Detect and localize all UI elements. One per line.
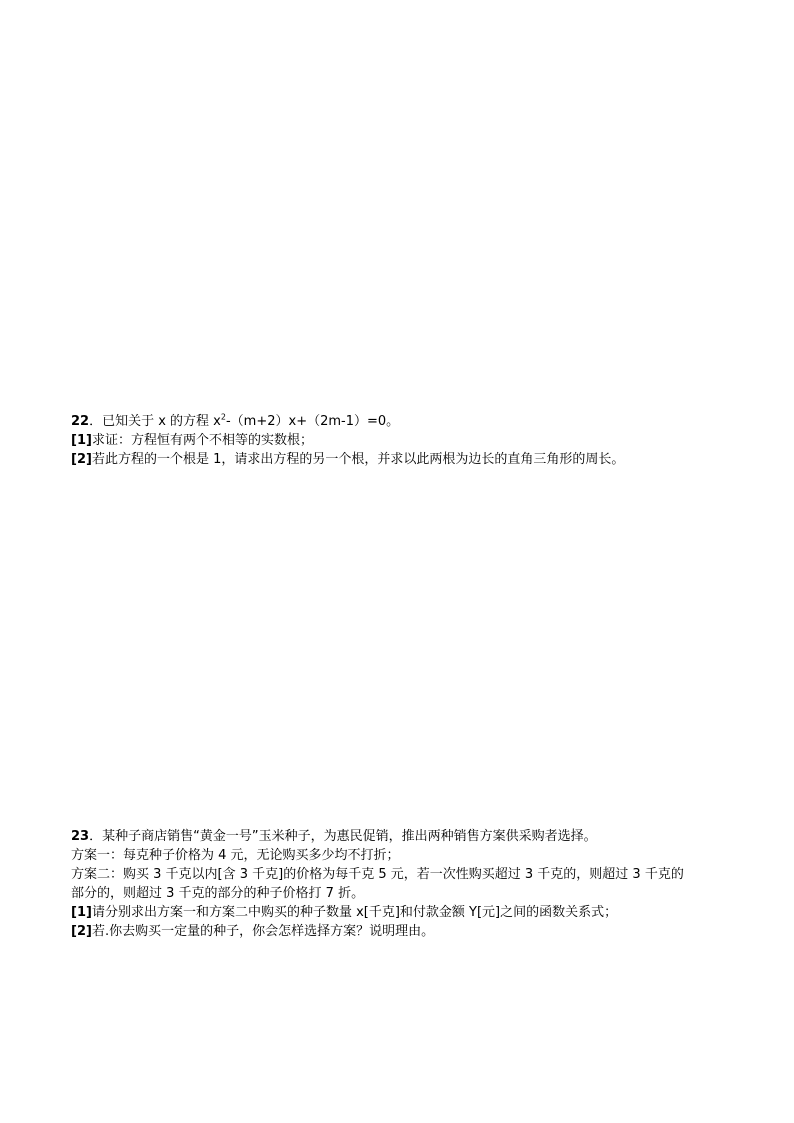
problem-22-part-1: [71, 431, 731, 450]
problem-23-part-1-mark: [1]: [71, 905, 92, 920]
problem-23-number: 23: [71, 829, 90, 844]
problem-22-part-2: [71, 450, 731, 469]
problem-23-plan-1: 方案一：每克种子价格为 4 元，无论购买多少均不打折；: [71, 848, 400, 863]
problem-22: [71, 412, 731, 469]
problem-22-part-2-text: 若此方程的一个根是 1，请求出方程的另一个根，并求以此两根为边长的直角三角形的周长。: [91, 452, 625, 467]
problem-22-part-2-mark: [2]: [71, 452, 92, 467]
problem-23-plan-2-line-1: 方案二：购买 3 千克以内[含 3 千克]的价格为每千克 5 元，若一次性购买超过 3 千克的，则超过 3 千克的: [71, 867, 684, 882]
problem-22-exponent: 2: [220, 412, 226, 422]
problem-23-stem-text: ．某种子商店销售“黄金一号”玉米种子，为惠民促销，推出两种销售方案供采购者选择。: [89, 829, 597, 844]
problem-22-stem-prefix: ．已知关于 x 的方程 x: [89, 414, 221, 429]
problem-23: [71, 827, 731, 941]
problem-23-part-1-text: 请分别求出方案一和方案二中购买的种子数量 x[千克]和付款金额 Y[元]之间的函数关系式；: [91, 905, 618, 920]
problem-23-part-2-mark: [2]: [71, 924, 92, 939]
problem-22-number: 22: [71, 414, 90, 429]
problem-23-part-1: [71, 903, 731, 922]
problem-22-stem: [71, 412, 731, 431]
problem-22-stem-suffix: -（m+2）x+（2m-1）=0。: [225, 414, 400, 429]
problem-23-part-2-text: 若.你去购买一定量的种子，你会怎样选择方案？说明理由。: [91, 924, 435, 939]
problem-22-part-1-mark: [1]: [71, 433, 92, 448]
problem-23-stem: [71, 827, 731, 846]
problem-23-part-2: [71, 922, 731, 941]
problem-22-part-1-text: 求证：方程恒有两个不相等的实数根；: [91, 433, 313, 448]
problem-23-plan-2-line-2: 部分的，则超过 3 千克的部分的种子价格打 7 折。: [71, 886, 365, 901]
